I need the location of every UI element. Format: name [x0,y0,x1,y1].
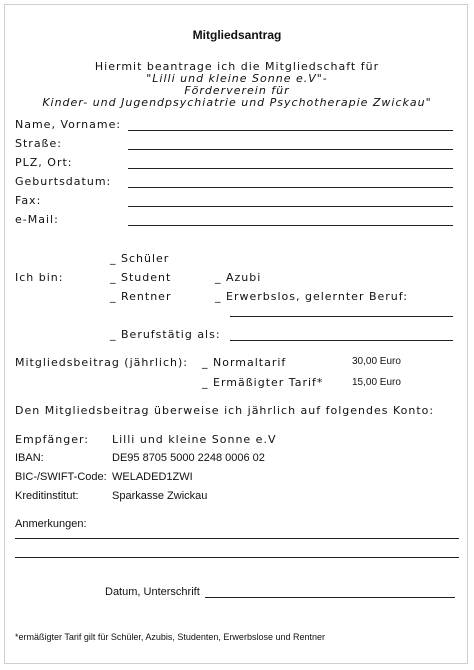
option-schueler-label: Schüler [121,252,170,265]
empfaenger-label: Empfänger: [15,433,90,446]
birthdate-label: Geburtsdatum: [15,175,112,188]
beruf-input-line[interactable] [230,316,453,317]
fax-input-line[interactable] [128,206,453,207]
beitrag-label: Mitgliedsbeitrag (jährlich): [15,356,189,369]
berufstaetig-input-line[interactable] [230,340,453,341]
street-label: Straße: [15,137,62,150]
intro-line-4: Kinder- und Jugendpsychiatrie und Psychotherapie Zwickau" [42,96,432,109]
option-erwerbslos-label: Erwerbslos, gelernter Beruf: [226,290,408,303]
option-azubi-label: Azubi [226,271,262,284]
intro-line-2: "Lilli und kleine Sonne e.V"- [146,72,328,85]
checkbox-blank: _ [110,328,117,341]
footnote: *ermäßigter Tarif gilt für Schüler, Azubis, Studenten, Erwerbslose und Rentner [15,632,325,642]
ermaessigt-price: 15,00 Euro [352,377,401,388]
signature-line[interactable] [205,597,455,598]
intro-line-1: Hiermit beantrage ich die Mitgliedschaft für [94,60,380,73]
checkbox-blank: _ [110,252,117,265]
intro-line-3: Förderverein für [184,84,290,97]
option-azubi[interactable] [215,271,261,284]
transfer-text: Den Mitgliedsbeitrag überweise ich jährlich auf folgendes Konto: [15,404,435,417]
option-berufstaetig-label: Berufstätig als: [121,328,221,341]
checkbox-blank: _ [215,290,222,303]
signature-label: Datum, Unterschrift [105,586,200,598]
name-label: Name, Vorname: [15,118,122,131]
checkbox-blank: _ [202,356,209,369]
email-input-line[interactable] [128,225,453,226]
street-input-line[interactable] [128,149,453,150]
iban-value: DE95 8705 5000 2248 0006 02 [112,452,265,464]
city-input-line[interactable] [128,168,453,169]
normaltarif-price: 30,00 Euro [352,356,401,367]
checkbox-blank: _ [110,271,117,284]
anmerkungen-line-2[interactable] [15,557,459,558]
birthdate-input-line[interactable] [128,187,453,188]
email-label: e-Mail: [15,213,59,226]
anmerkungen-line-1[interactable] [15,538,459,539]
institut-label: Kreditinstitut: [15,490,79,502]
option-rentner[interactable] [110,290,171,303]
option-student-label: Student [121,271,172,284]
checkbox-blank: _ [215,271,222,284]
status-label: Ich bin: [15,271,64,284]
option-rentner-label: Rentner [121,290,172,303]
checkbox-blank: _ [110,290,117,303]
institut-value: Sparkasse Zwickau [112,490,208,502]
option-erwerbslos[interactable] [215,290,408,303]
city-label: PLZ, Ort: [15,156,73,169]
option-berufstaetig[interactable] [110,328,221,341]
iban-label: IBAN: [15,452,44,464]
anmerkungen-label: Anmerkungen: [15,518,87,530]
empfaenger-value: Lilli und kleine Sonne e.V [112,433,277,446]
option-normaltarif[interactable] [202,356,286,369]
option-schueler[interactable] [110,252,169,265]
ermaessigt-label: Ermäßigter Tarif* [213,376,324,389]
bic-label: BIC-/SWIFT-Code: [15,471,107,483]
normaltarif-label: Normaltarif [213,356,287,369]
fax-label: Fax: [15,194,42,207]
name-input-line[interactable] [128,130,453,131]
form-title: Mitgliedsantrag [192,28,282,42]
checkbox-blank: _ [202,376,209,389]
option-student[interactable] [110,271,171,284]
option-ermaessigt[interactable] [202,376,323,389]
bic-value: WELADED1ZWI [112,471,193,483]
